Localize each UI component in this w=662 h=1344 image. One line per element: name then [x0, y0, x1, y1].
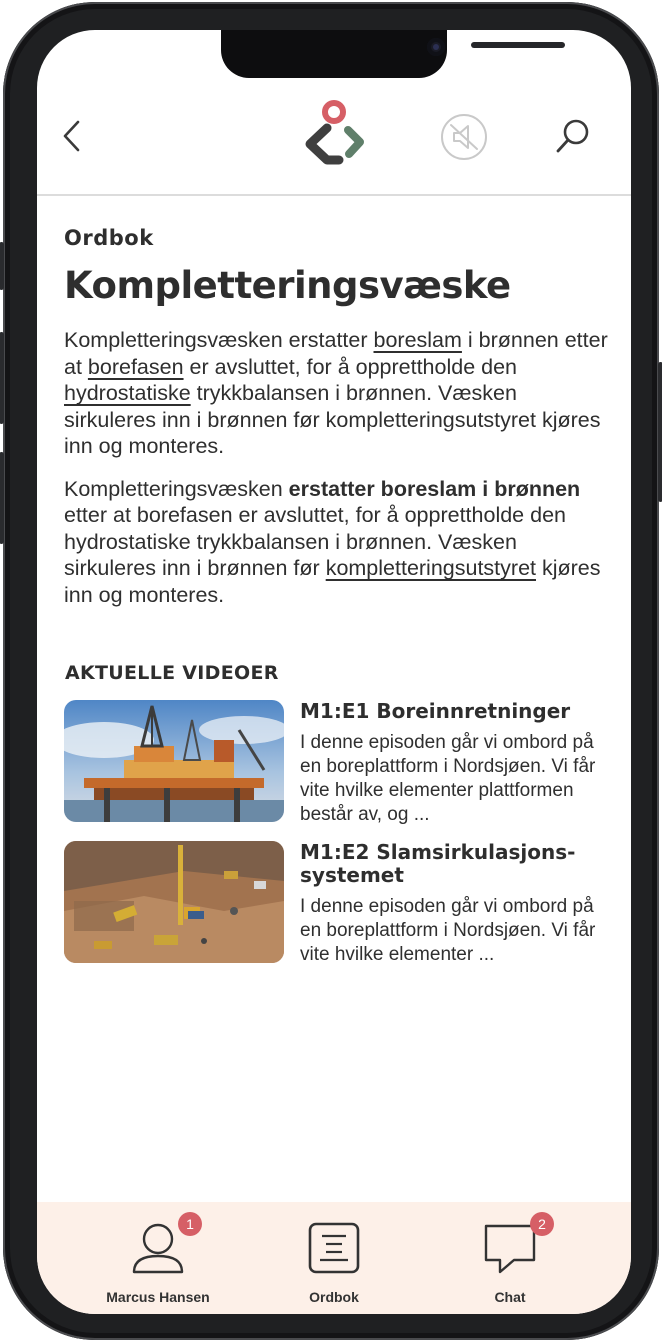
- tab-chat-icon-wrap: [480, 1216, 546, 1276]
- videos-heading: AKTUELLE VIDEOER: [65, 662, 279, 684]
- main-content: [64, 226, 609, 981]
- bold-text: erstatter boreslam i brønnen: [288, 476, 581, 501]
- notch: [221, 30, 447, 78]
- text-run: Kompletteringsvæsken: [64, 476, 289, 501]
- term-link-hydrostatiske[interactable]: hydrostatiske: [64, 381, 191, 405]
- video-title[interactable]: M1:E2 Slamsirkulasjons-systemet: [300, 840, 576, 887]
- term-link-kompletteringsutstyret[interactable]: kompletteringsutstyret: [325, 556, 536, 580]
- text-run: er avsluttet, for å opprettholde den: [183, 354, 518, 379]
- earpiece: [471, 42, 565, 48]
- tab-chat[interactable]: [435, 1216, 585, 1305]
- video-description: I denne episoden går vi ombord på en boreplattform i Nordsjøen. Vi får vite hvilke elementer plattformen består av, og ...: [300, 732, 596, 825]
- phone-volume-down-button: [0, 452, 4, 544]
- tab-ordbok-icon-wrap: [304, 1222, 364, 1276]
- brand-logo-icon: [303, 98, 367, 170]
- chevron-left-icon: [62, 120, 82, 152]
- tab-label: Chat: [494, 1289, 526, 1305]
- app-screen: [37, 30, 631, 1314]
- page-title: Kompletteringsvæske: [64, 264, 511, 307]
- definition-paragraph-1: [64, 327, 609, 460]
- tab-label: Marcus Hansen: [106, 1289, 210, 1305]
- term-link-boreslam[interactable]: boreslam: [373, 328, 462, 352]
- phone-volume-up-button: [0, 332, 4, 424]
- oil-platform-image: [64, 700, 284, 822]
- phone-power-button: [658, 362, 662, 502]
- search-icon: [554, 117, 592, 155]
- section-eyebrow: Ordbok: [64, 226, 154, 250]
- dictionary-icon: [304, 1222, 364, 1276]
- search-button[interactable]: [551, 114, 595, 158]
- notification-badge: 2: [530, 1212, 554, 1236]
- phone-frame: [3, 2, 659, 1340]
- text-run: i brønnen etter at: [64, 328, 608, 379]
- video-info: [300, 841, 609, 967]
- text-run: etter at borefasen er avsluttet, for å opprettholde den hydrostatiske trykkbalansen i brønnen. Væsken sirkuleres inn i brønnen før: [64, 503, 566, 580]
- term-link-borefasen[interactable]: borefasen: [87, 354, 184, 379]
- text-run: kjøres inn og monteres.: [64, 556, 601, 607]
- video-title[interactable]: M1:E1 Boreinnretninger: [300, 699, 571, 723]
- top-bar: [37, 92, 631, 196]
- phone-action-button: [0, 242, 4, 290]
- brand-logo[interactable]: [303, 98, 367, 170]
- tab-ordbok[interactable]: [259, 1222, 409, 1305]
- tab-profile[interactable]: [83, 1216, 233, 1305]
- video-description: I denne episoden går vi ombord på en boreplattform i Nordsjøen. Vi får vite hvilke elementer ...: [300, 896, 596, 965]
- mute-button[interactable]: [439, 112, 489, 162]
- front-camera: [427, 38, 445, 56]
- video-thumbnail[interactable]: [64, 700, 284, 822]
- definition-paragraph-2: [64, 476, 609, 609]
- construction-site-image: [64, 841, 284, 963]
- video-item[interactable]: [64, 841, 609, 967]
- tab-profile-icon-wrap: [128, 1216, 194, 1276]
- video-info: [300, 700, 609, 827]
- text-run: trykkbalansen i brønnen. Væsken sirkuleres inn i brønnen før kompletteringsutstyret kjøres inn og monteres.: [64, 381, 601, 458]
- speaker-muted-icon: [440, 113, 488, 161]
- back-button[interactable]: [55, 116, 89, 156]
- bottom-tab-bar: [37, 1202, 631, 1314]
- text-run: Kompletteringsvæsken erstatter: [64, 328, 374, 352]
- notification-badge: 1: [178, 1212, 202, 1236]
- video-thumbnail[interactable]: [64, 841, 284, 963]
- tab-label: Ordbok: [309, 1289, 359, 1305]
- video-item[interactable]: [64, 700, 609, 827]
